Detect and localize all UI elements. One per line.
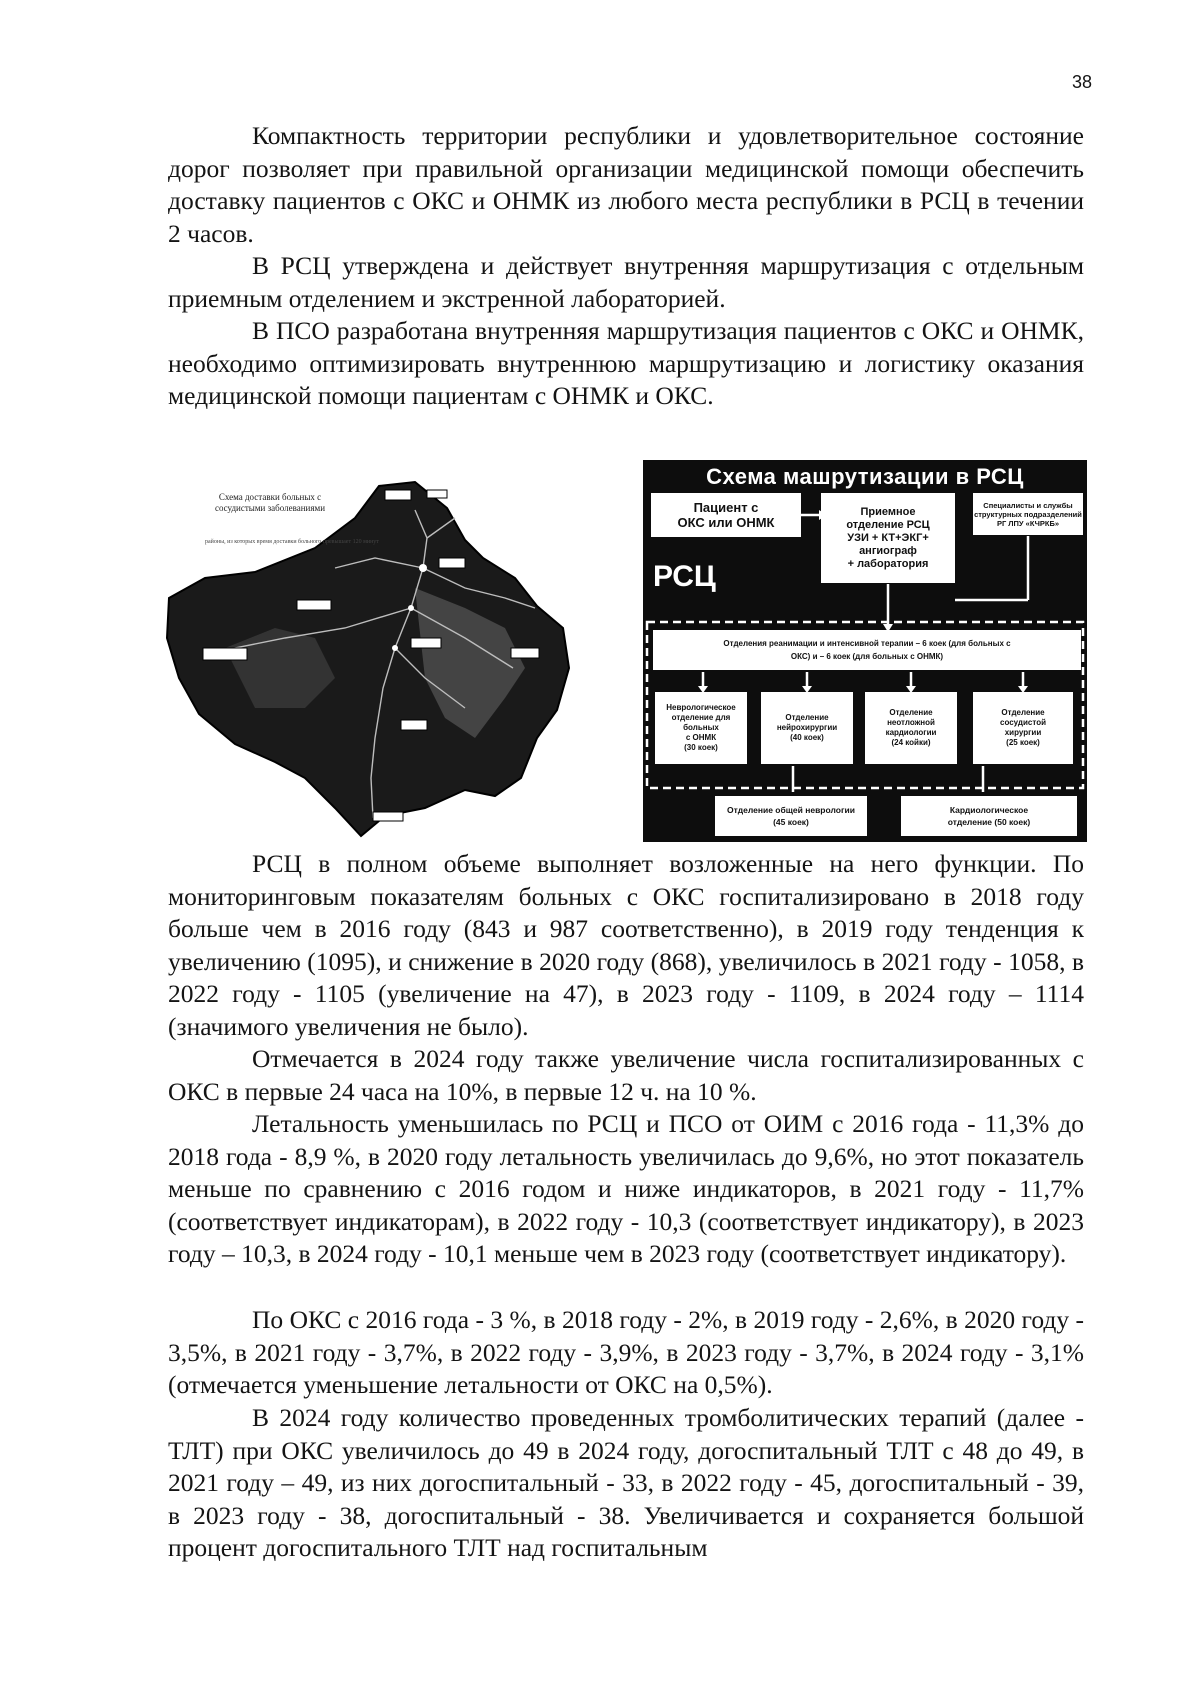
urgent-cardiology-label: Отделение неотложной кардиологии (24 койки): [885, 708, 937, 747]
vascular-surgery-label: Отделение сосудистой хирургии (25 коек): [1000, 708, 1046, 747]
general-neurology-box: [715, 796, 867, 836]
page-number: 38: [1071, 72, 1092, 92]
paragraph-mortality-acs: По ОКС с 2016 года - 3 %, в 2018 году - 2%, в 2019 году - 2,6%, в 2020 году - 3,5%, в 2021 году - 3,7%, в 2022 году - 3,9%, в 2023 году - 3,7%, в 2024 году - 3,1% (отмечается уменьшение летальности от ОКС на 0,5%).: [168, 1305, 1084, 1400]
paragraph-first-24-hours: Отмечается в 2024 году также увеличение числа госпитализированных с ОКС в первые 24 часа на 10%, в первые 12 ч. на 10 %.: [168, 1044, 1084, 1106]
specialists-box: [973, 493, 1083, 535]
paragraph-pso-routing: В ПСО разработана внутренняя маршрутизация пациентов с ОКС и ОНМК, необходимо оптимизировать внутреннюю маршрутизацию и логистику оказания медицинской помощи пациентам с ОНМК и ОКС.: [168, 316, 1084, 411]
paragraph-thrombolysis: В 2024 году количество проведенных тромболитических терапий (далее - ТЛТ) при ОКС увеличилось до 49 в 2024 году, догоспитальный ТЛТ с 48 до 49, в 2021 году – 49, из них догоспитальный - 33, в 2022 году - 45, догоспитальный - 39, в 2023 году - 38, догоспитальный - 38. Увеличивается и сохраняется большой процент догоспитального ТЛТ над госпитальным: [168, 1403, 1084, 1563]
icu-box: [653, 630, 1081, 670]
specialists-label: Специалисты и службы структурных подразделений РГ ЛПУ «КЧРКБ»: [974, 500, 1082, 528]
scheme-title: Схема машрутизации в РСЦ: [706, 464, 1024, 489]
delivery-map: [165, 478, 575, 840]
map-legend-text: районы, из которых время доставки больного превышает 120 минут: [205, 539, 379, 545]
cardiology-label: Кардиологическое отделение (50 коек): [947, 805, 1031, 827]
reception-box: [821, 493, 955, 583]
paragraph-territory: Компактность территории республики и удовлетворительное состояние дорог позволяет при правильной организации медицинской помощи обеспечить доставку пациентов с ОКС и ОНМК из любого места республики в РСЦ в течении 2 часов.: [168, 121, 1084, 248]
paragraph-internal-routing: В РСЦ утверждена и действует внутренняя маршрутизация с отдельным приемным отделением и экстренной лабораторией.: [168, 251, 1084, 313]
paragraph-acs-hospitalizations: РСЦ в полном объеме выполняет возложенные на него функции. По мониторинговым показателям больных с ОКС госпитализировано в 2018 году больше чем в 2016 году (843 и 987 соответственно), в 2019 году тенденция к увеличению (1095), и снижение в 2020 году (868), увеличилось в 2021 году - 1058, в 2022 году - 1105 (увеличение на 47), в 2023 году - 1109, в 2024 году – 1114 (значимого увеличения не было).: [168, 849, 1084, 1041]
map-drawing: [165, 478, 575, 840]
rsc-label: РСЦ: [653, 560, 716, 593]
routing-scheme: [643, 460, 1087, 842]
general-neurology-label: Отделение общей неврологии (45 коек): [727, 805, 855, 827]
neuro-stroke-label: Неврологическое отделение для больных с ОНМК (30 коек): [666, 703, 736, 752]
reception-label: Приемное отделение РСЦ УЗИ + КТ+ЭКГ+ ангиограф + лаборатория: [846, 505, 930, 570]
neuro-stroke-box: [655, 692, 747, 764]
paragraph-mortality-ami: Летальность уменьшилась по РСЦ и ПСО от ОИМ с 2016 года - 11,3% до 2018 года - 8,9 %, в 2020 году летальность увеличилась до 9,6%, но этот показатель меньше по сравнению с 2016 годом и ниже индикаторов, в 2021 году - 11,7% (соответствует индикаторам), в 2022 году - 10,3 (соответствует индикатору), в 2023 году – 10,3, в 2024 году - 10,1 меньше чем в 2023 году (соответствует индикатору).: [168, 1109, 1084, 1269]
patient-box: [651, 493, 801, 537]
vascular-surgery-box: [973, 692, 1073, 764]
neurosurgery-box: [761, 692, 853, 764]
urgent-cardiology-box: [865, 692, 957, 764]
cardiology-box: [901, 796, 1077, 836]
icu-label: Отделения реанимации и интенсивной терапии – 6 коек (для больных с ОКС) и – 6 коек (для больных с ОНМК): [723, 639, 1011, 661]
neurosurgery-label: Отделение нейрохирургии (40 коек): [776, 713, 838, 742]
patient-label: Пациент с ОКС или ОНМК: [677, 500, 775, 530]
map-legend-title: Схема доставки больных с сосудистыми заболеваниями: [214, 492, 326, 513]
